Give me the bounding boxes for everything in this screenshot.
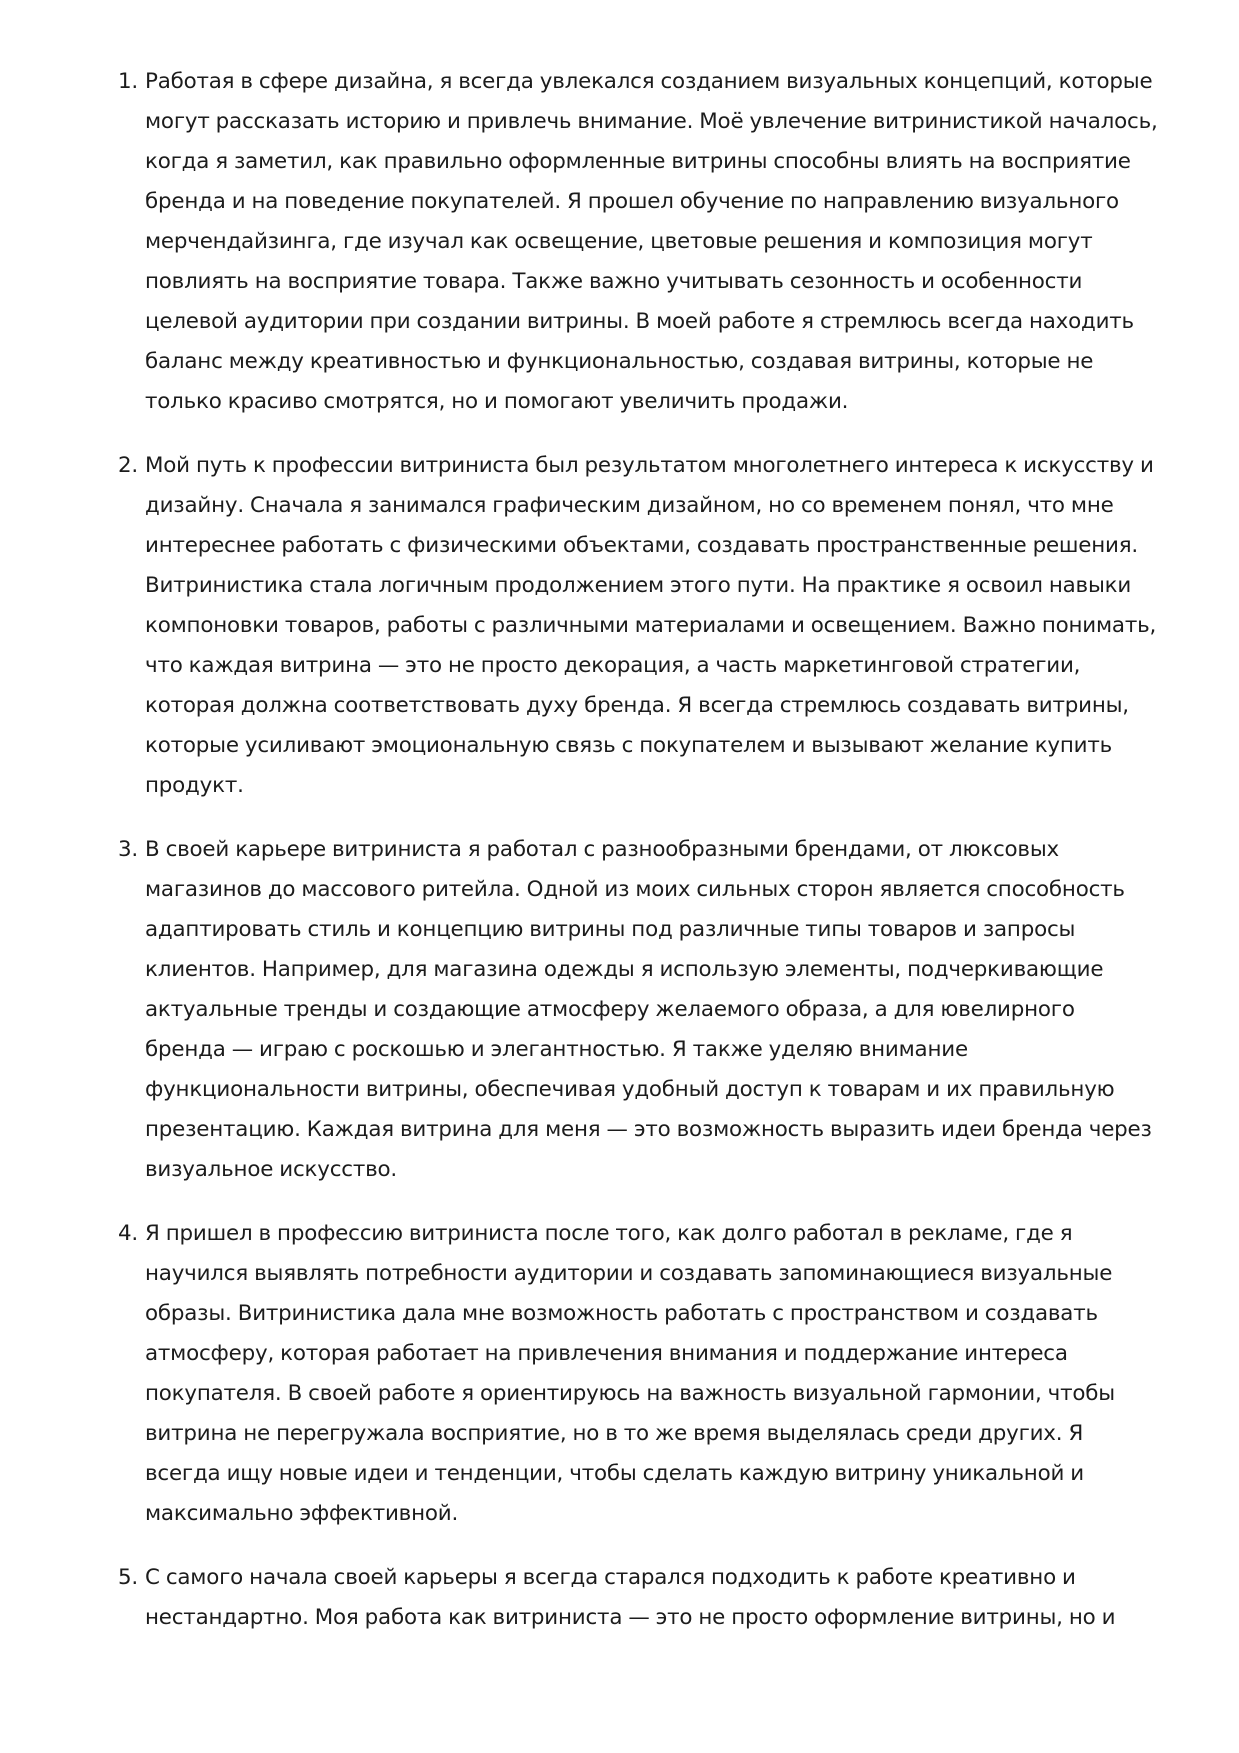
list-item-number: 5. xyxy=(118,1565,139,1590)
answer-list xyxy=(118,62,1158,1662)
list-item xyxy=(118,830,1158,1190)
list-item xyxy=(118,1214,1158,1534)
list-item-text: Работая в сфере дизайна, я всегда увлекался созданием визуальных концепций, которые могут рассказать историю и привлечь внимание. Моё увлечение витринистикой началось, когда я заметил, как правильно оформленные витрины способны влиять на восприятие бренда и на поведение покупателей. Я прошел обучение по направлению визуального мерчендайзинга, где изучал как освещение, цветовые решения и композиция могут повлиять на восприятие товара. Также важно учитывать сезонность и особенности целевой аудитории при создании витрины. В моей работе я стремлюсь всегда находить баланс между креативностью и функциональностью, создавая витрины, которые не только красиво смотрятся, но и помогают увеличить продажи. xyxy=(145,69,1158,414)
list-item-text: В своей карьере витриниста я работал с разнообразными брендами, от люксовых магазинов до массового ритейла. Одной из моих сильных сторон является способность адаптировать стиль и концепцию витрины под различные типы товаров и запросы клиентов. Например, для магазина одежды я использую элементы, подчеркивающие актуальные тренды и создающие атмосферу желаемого образа, а для ювелирного бренда — играю с роскошью и элегантностью. Я также уделяю внимание функциональности витрины, обеспечивая удобный доступ к товарам и их правильную презентацию. Каждая витрина для меня — это возможность выразить идеи бренда через визуальное искусство. xyxy=(145,837,1152,1182)
list-item-number: 4. xyxy=(118,1221,139,1246)
list-item xyxy=(118,62,1158,422)
list-item-number: 2. xyxy=(118,453,139,478)
list-item-number: 1. xyxy=(118,69,139,94)
list-item-number: 3. xyxy=(118,837,139,862)
list-item xyxy=(118,446,1158,806)
list-item-text: Я пришел в профессию витриниста после того, как долго работал в рекламе, где я научился выявлять потребности аудитории и создавать запоминающиеся визуальные образы. Витринистика дала мне возможность работать с пространством и создавать атмосферу, которая работает на привлечения внимания и поддержание интереса покупателя. В своей работе я ориентируюсь на важность визуальной гармонии, чтобы витрина не перегружала восприятие, но в то же время выделялась среди других. Я всегда ищу новые идеи и тенденции, чтобы сделать каждую витрину уникальной и максимально эффективной. xyxy=(145,1221,1115,1526)
list-item-text: С самого начала своей карьеры я всегда старался подходить к работе креативно и нестандартно. Моя работа как витриниста — это не просто оформление витрины, но и xyxy=(145,1565,1116,1630)
list-item xyxy=(118,1558,1158,1638)
list-item-text: Мой путь к профессии витриниста был результатом многолетнего интереса к искусству и дизайну. Сначала я занимался графическим дизайном, но со временем понял, что мне интереснее работать с физическими объектами, создавать пространственные решения. Витринистика стала логичным продолжением этого пути. На практике я освоил навыки компоновки товаров, работы с различными материалами и освещением. Важно понимать, что каждая витрина — это не просто декорация, а часть маркетинговой стратегии, которая должна соответствовать духу бренда. Я всегда стремлюсь создавать витрины, которые усиливают эмоциональную связь с покупателем и вызывают желание купить продукт. xyxy=(145,453,1157,798)
